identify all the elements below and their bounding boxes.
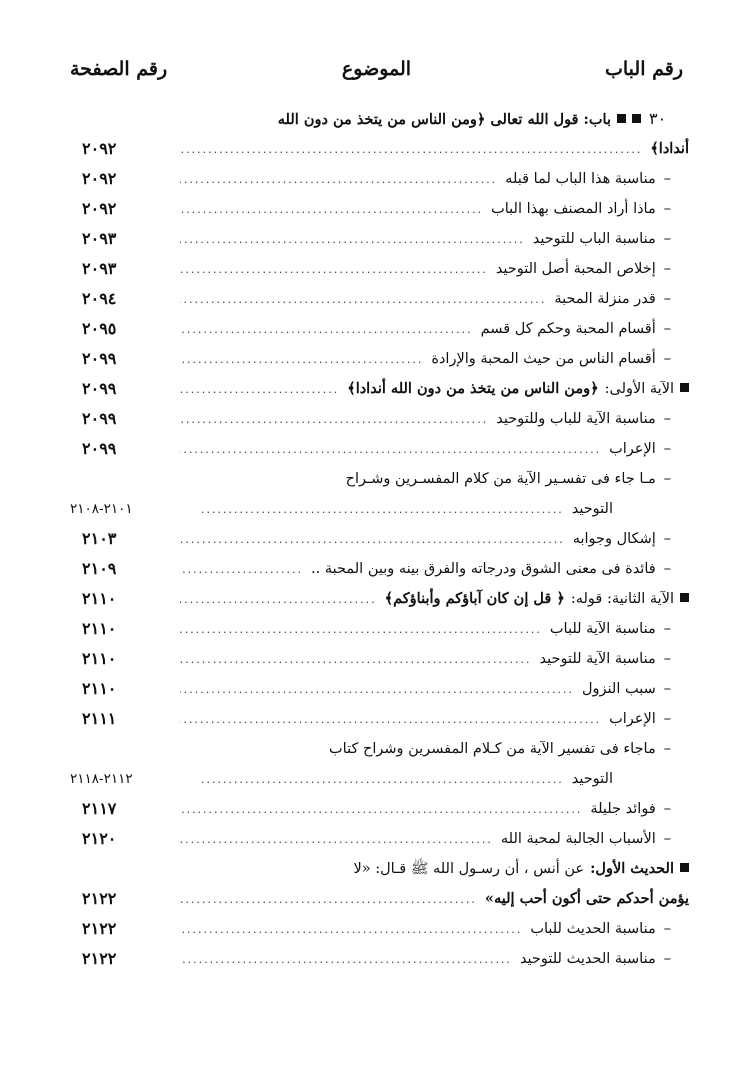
toc-row	[70, 914, 689, 944]
toc-row	[70, 374, 689, 404]
dash-marker: –	[663, 531, 671, 547]
dash-marker: –	[663, 951, 671, 967]
toc-row-content	[170, 134, 689, 164]
dash-marker: –	[663, 171, 671, 187]
entry-title: مناسبة الحديث للتوحيد	[519, 951, 656, 967]
chapter-title: باب: قول الله تعالى ﴿ومن الناس من يتخذ من دون الله	[277, 111, 611, 128]
page-number: ٢١١١	[82, 709, 117, 728]
entry-title: فوائد جليلة	[590, 801, 656, 817]
toc-row-content	[170, 314, 689, 344]
chapter-number-header: رقم الباب	[605, 58, 683, 80]
toc-row-content	[170, 944, 689, 974]
page-number: ٢٠٩٤	[82, 289, 117, 308]
dot-leader	[180, 345, 423, 374]
entry-title: إخلاص المحبة أصل التوحيد	[495, 261, 656, 277]
page-number: ٢٠٩٩	[82, 349, 117, 368]
page-number: ٢١١٢-٢١١٨	[70, 771, 133, 787]
page-number: ٢١٢٢	[82, 919, 117, 938]
dot-leader	[180, 195, 483, 224]
toc-row-content	[170, 704, 689, 734]
entry-continuation: يؤمن أحدكم حتى أكون أحب إليه»	[484, 890, 689, 907]
entry-label: الآية الأولى:	[604, 381, 674, 397]
square-bullet-icon	[680, 383, 689, 392]
toc-row-content	[170, 614, 689, 644]
column-headers	[70, 58, 683, 88]
toc-row	[70, 584, 689, 614]
dot-leader	[180, 945, 512, 974]
table-of-contents	[70, 104, 689, 974]
entry-title: ﴿ومن الناس من يتخذ من دون الله أندادا﴾	[347, 380, 599, 397]
dot-leader	[180, 375, 339, 404]
toc-row	[70, 884, 689, 914]
dash-marker: –	[663, 741, 671, 757]
toc-row-content	[170, 674, 689, 704]
dot-leader	[180, 315, 473, 344]
entry-title: قدر منزلة المحبة	[554, 291, 656, 307]
page-number-header: رقم الصفحة	[70, 58, 168, 80]
page-number: ٢٠٩٢	[82, 169, 117, 188]
toc-row-content	[170, 584, 689, 614]
dot-leader	[180, 585, 377, 614]
entry-title: سبب النزول	[582, 681, 656, 697]
entry-title: أقسام المحبة وحكم كل قسم	[480, 321, 656, 337]
toc-row-content	[170, 254, 689, 284]
toc-row-content	[170, 194, 689, 224]
toc-row	[70, 674, 689, 704]
page-number: ٢٠٩٢	[82, 139, 117, 158]
toc-row	[70, 734, 689, 764]
toc-row	[70, 614, 689, 644]
page-number: ٢٠٩٩	[82, 379, 117, 398]
page-number: ٢٠٩٥	[82, 319, 117, 338]
toc-row-content	[188, 494, 689, 524]
toc-row	[70, 194, 689, 224]
toc-row-content	[170, 284, 689, 314]
square-bullet-icon	[617, 114, 626, 123]
chapter-number: ٣٠	[649, 109, 667, 128]
page-number: ٢١٠٩	[82, 559, 117, 578]
square-bullet-icon	[680, 593, 689, 602]
page-number: ٢١٢٠	[82, 829, 117, 848]
entry-title: أقسام الناس من حيث المحبة والإرادة	[431, 351, 656, 367]
dash-marker: –	[663, 471, 671, 487]
dash-marker: –	[663, 801, 671, 817]
dot-leader	[180, 225, 525, 254]
toc-row-content	[70, 464, 689, 494]
toc-row-content	[170, 344, 689, 374]
toc-row	[70, 284, 689, 314]
page-number: ٢١٢٢	[82, 949, 117, 968]
dash-marker: –	[663, 711, 671, 727]
toc-row	[70, 434, 689, 464]
toc-row	[70, 254, 689, 284]
dot-leader	[180, 555, 303, 584]
toc-row	[70, 554, 689, 584]
toc-row	[70, 134, 689, 164]
toc-row	[70, 524, 689, 554]
dash-marker: –	[663, 411, 671, 427]
dot-leader	[180, 435, 601, 464]
page-number: ٢١١٠	[82, 589, 117, 608]
dot-leader	[180, 675, 574, 704]
dot-leader	[198, 495, 564, 524]
toc-row	[70, 224, 689, 254]
dash-marker: –	[663, 621, 671, 637]
dash-marker: –	[663, 351, 671, 367]
entry-title: ﴿ قل إن كان آباؤكم وأبناؤكم﴾	[384, 590, 565, 607]
entry-title: مناسبة الحديث للباب	[530, 921, 656, 937]
page-number: ٢١٠١-٢١٠٨	[70, 501, 133, 517]
toc-row	[70, 104, 689, 134]
dot-leader	[180, 705, 601, 734]
dash-marker: –	[663, 441, 671, 457]
entry-title: الإعراب	[609, 711, 656, 727]
toc-row-content	[170, 644, 689, 674]
dash-marker: –	[663, 921, 671, 937]
page-number: ٢٠٩٩	[82, 439, 117, 458]
entry-title: ماجاء فى تفسير الآية من كـلام المفسرين وشراح كتاب	[329, 741, 656, 757]
entry-title: مناسبة هذا الباب لما قبله	[505, 171, 656, 187]
entry-label: الآية الثانية: قوله:	[570, 591, 674, 607]
toc-row-content	[188, 764, 689, 794]
toc-row-content	[170, 164, 689, 194]
dot-leader	[180, 165, 497, 194]
square-bullet-icon	[632, 114, 641, 123]
dash-marker: –	[663, 651, 671, 667]
toc-row	[70, 314, 689, 344]
entry-title: مناسبة الآية للباب وللتوحيد	[496, 411, 656, 427]
dot-leader	[180, 885, 477, 914]
toc-row	[70, 494, 689, 524]
page-number: ٢٠٩٢	[82, 199, 117, 218]
dot-leader	[180, 285, 546, 314]
toc-row-content	[70, 734, 689, 764]
toc-row	[70, 344, 689, 374]
page-number: ٢١٢٢	[82, 889, 117, 908]
entry-title: مناسبة الآية للباب	[549, 621, 656, 637]
topic-header: الموضوع	[341, 58, 412, 80]
entry-title: فائدة فى معنى الشوق ودرجاته والفرق بينه وبين المحبة ..	[311, 561, 656, 577]
dot-leader	[180, 795, 582, 824]
dash-marker: –	[663, 681, 671, 697]
dot-leader	[180, 525, 565, 554]
toc-row-content	[170, 884, 689, 914]
page-number: ٢٠٩٩	[82, 409, 117, 428]
toc-row-content	[70, 104, 689, 134]
dot-leader	[198, 765, 564, 794]
entry-title: عن أنس ، أن رسـول الله ﷺ قـال: «لا	[353, 861, 585, 877]
toc-row-content	[70, 854, 689, 884]
entry-title: الأسباب الجالبة لمحبة الله	[500, 831, 656, 847]
page-number: ٢١١٠	[82, 679, 117, 698]
toc-row	[70, 464, 689, 494]
toc-row	[70, 794, 689, 824]
dot-leader	[180, 135, 642, 164]
toc-row-content	[170, 224, 689, 254]
page-number: ٢٠٩٣	[82, 259, 117, 278]
dot-leader	[180, 825, 493, 854]
toc-row	[70, 404, 689, 434]
entry-title: إشكال وجوابه	[572, 531, 656, 547]
entry-continuation: أندادا﴾	[650, 140, 689, 157]
toc-row-content	[170, 824, 689, 854]
dot-leader	[180, 645, 532, 674]
page-number: ٢١١٧	[82, 799, 117, 818]
entry-title: مـا جاء فى تفسـير الآية من كلام المفسـرين وشـراح	[345, 471, 656, 487]
toc-row	[70, 164, 689, 194]
toc-row-content	[170, 374, 689, 404]
dot-leader	[180, 915, 522, 944]
entry-title: مناسبة الآية للتوحيد	[539, 651, 656, 667]
dash-marker: –	[663, 321, 671, 337]
dash-marker: –	[663, 831, 671, 847]
toc-row	[70, 944, 689, 974]
toc-row-content	[170, 404, 689, 434]
toc-row-content	[170, 434, 689, 464]
dot-leader	[180, 255, 488, 284]
toc-row	[70, 764, 689, 794]
toc-row	[70, 824, 689, 854]
entry-continuation: التوحيد	[571, 771, 613, 787]
entry-title: ماذا أراد المصنف بهذا الباب	[491, 201, 656, 217]
entry-continuation: التوحيد	[571, 501, 613, 517]
dot-leader	[180, 615, 542, 644]
entry-title: مناسبة الباب للتوحيد	[532, 231, 656, 247]
toc-row-content	[170, 554, 689, 584]
dash-marker: –	[663, 201, 671, 217]
toc-row	[70, 854, 689, 884]
toc-row-content	[170, 914, 689, 944]
dash-marker: –	[663, 231, 671, 247]
entry-label: الحديث الأول:	[590, 860, 674, 877]
toc-row-content	[170, 794, 689, 824]
page-number: ٢٠٩٣	[82, 229, 117, 248]
toc-row	[70, 644, 689, 674]
toc-row	[70, 704, 689, 734]
page-number: ٢١٠٣	[82, 529, 117, 548]
dash-marker: –	[663, 261, 671, 277]
entry-title: الإعراب	[609, 441, 656, 457]
dot-leader	[180, 405, 488, 434]
toc-row-content	[170, 524, 689, 554]
page-number: ٢١١٠	[82, 649, 117, 668]
page-number: ٢١١٠	[82, 619, 117, 638]
dash-marker: –	[663, 291, 671, 307]
dash-marker: –	[663, 561, 671, 577]
square-bullet-icon	[680, 863, 689, 872]
